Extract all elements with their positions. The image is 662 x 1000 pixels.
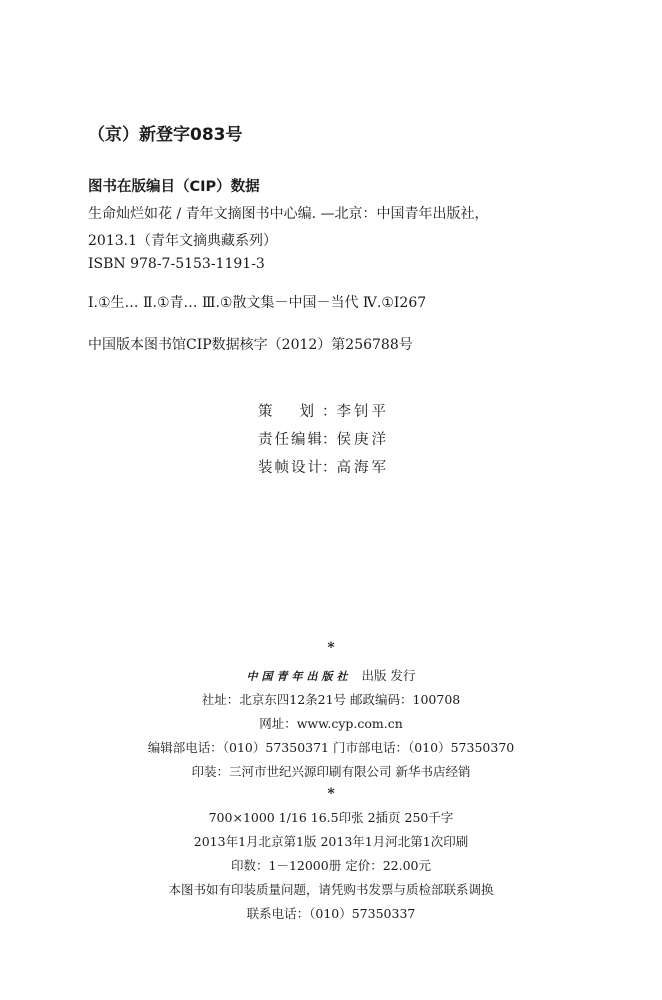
separator-star: * (327, 640, 335, 656)
contact-line: 联系电话：（010）57350337 (246, 906, 416, 921)
credit-editor (258, 426, 389, 454)
credit-colon: ： (322, 404, 337, 420)
printing-line: 印装：三河市世纪兴源印刷有限公司 新华书店经销 (191, 764, 471, 779)
credit-name: 高海军 (336, 460, 389, 476)
publisher-logo: 中国青年出版社 (246, 670, 352, 683)
credit-designer (258, 454, 389, 482)
credit-name: 侯庚洋 (336, 432, 389, 448)
quality-note: 本图书如有印装质量问题，请凭购书发票与质检部联系调换 (168, 882, 494, 897)
print-run-line: 印数：1－12000册 定价：22.00元 (231, 858, 431, 873)
credit-label (258, 398, 314, 426)
credit-label-part: 划 (299, 404, 314, 420)
credit-label-part: 策 (258, 404, 273, 420)
editions-line: 2013年1月北京第1版 2013年1月河北第1次印刷 (193, 834, 469, 849)
phones-line: 编辑部电话：（010）57350371 门市部电话：（010）57350370 (147, 740, 515, 755)
publisher-suffix: 出版 发行 (361, 668, 416, 683)
credits-block (258, 398, 389, 482)
publishing-licence: （京）新登字083号 (88, 125, 243, 145)
credit-name: 李钊平 (336, 404, 389, 420)
specs-line: 700×1000 1/16 16.5印张 2插页 250千字 (208, 810, 454, 825)
credit-colon: ： (322, 432, 337, 448)
credit-label: 装帧设计 (258, 460, 324, 476)
cip-heading: 图书在版编目（CIP）数据 (88, 179, 260, 195)
cip-series-line: 2013.1（青年文摘典藏系列） (88, 233, 277, 249)
cip-classification: Ⅰ.①生… Ⅱ.①青… Ⅲ.①散文集－中国－当代 Ⅳ.①I267 (88, 295, 427, 311)
website-line: 网址：www.cyp.com.cn (259, 716, 403, 731)
separator-star: * (327, 786, 335, 802)
credit-label: 责任编辑 (258, 432, 324, 448)
cip-title-line: 生命灿烂如花 / 青年文摘图书中心编. —北京：中国青年出版社， (88, 206, 489, 222)
cip-verification: 中国版本图书馆CIP数据核字（2012）第256788号 (88, 337, 413, 353)
credit-colon: ： (322, 460, 337, 476)
address-line: 社址：北京东四12条21号 邮政编码：100708 (201, 692, 461, 707)
cip-isbn: ISBN 978-7-5153-1191-3 (88, 256, 265, 272)
publisher-line (0, 666, 662, 684)
credit-planner (258, 398, 389, 426)
